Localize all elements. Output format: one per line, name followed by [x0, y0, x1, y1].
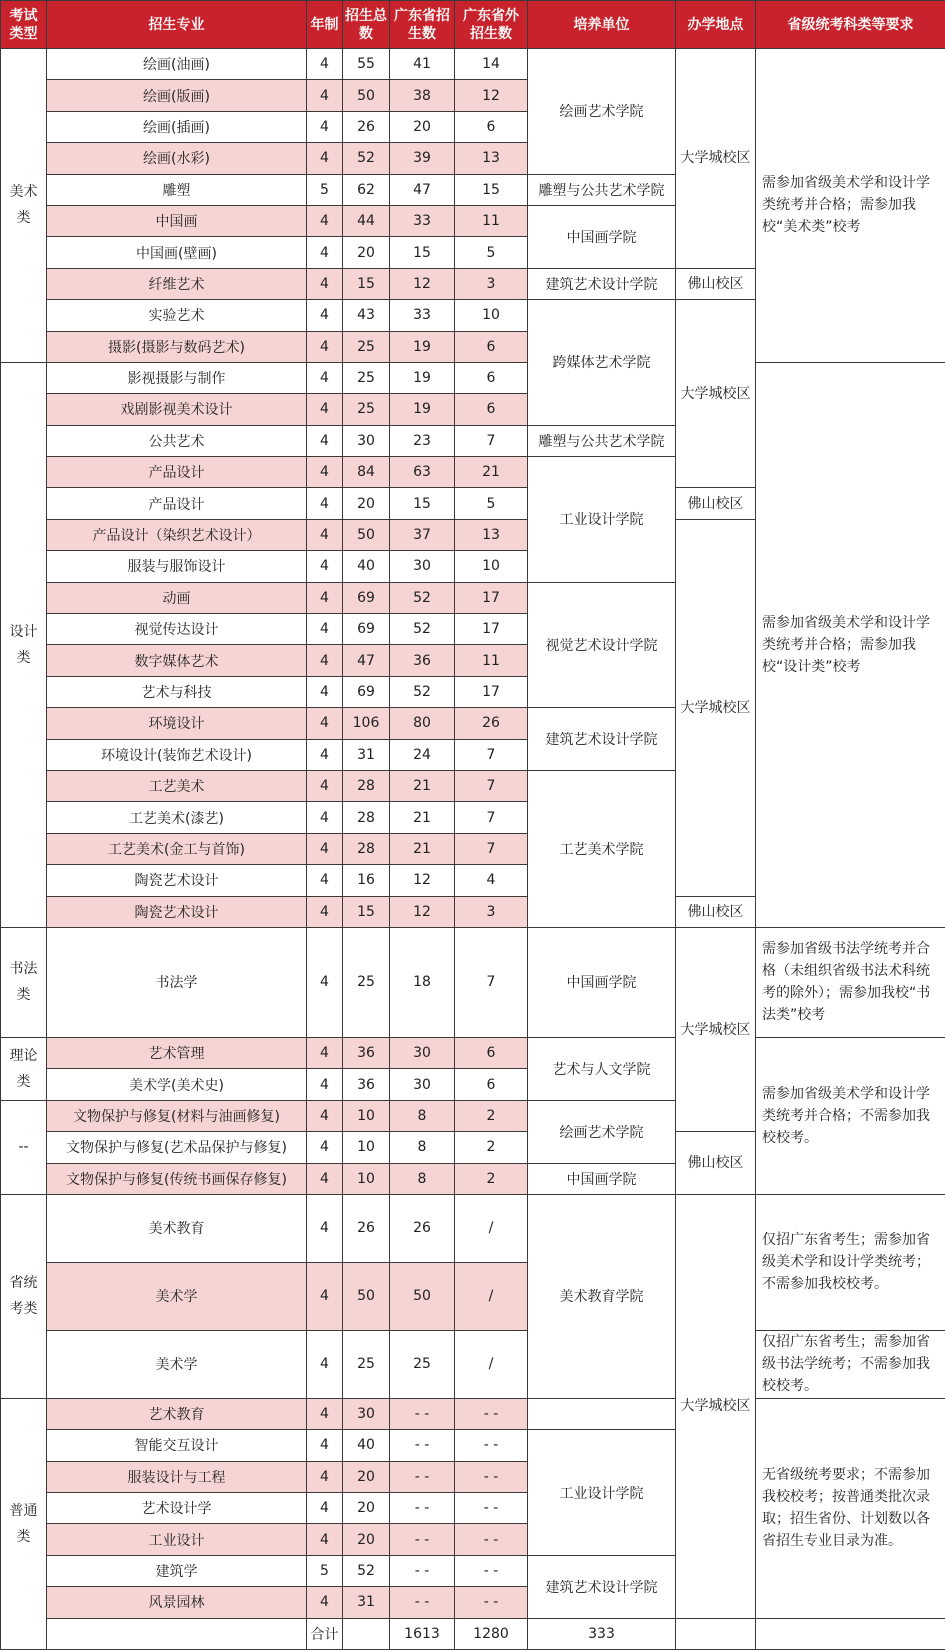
exam-type-cell: -- — [1, 1100, 47, 1194]
major-cell: 视觉传达设计 — [47, 614, 307, 645]
out-cell: 11 — [455, 645, 528, 676]
out-cell: - - — [455, 1555, 528, 1586]
gd-cell: 47 — [390, 174, 455, 205]
years-cell: 4 — [307, 519, 343, 550]
years-cell: 4 — [307, 49, 343, 80]
major-cell: 数字媒体艺术 — [47, 645, 307, 676]
table-row — [1, 1037, 945, 1068]
school-cell: 建筑艺术设计学院 — [528, 1555, 676, 1618]
major-cell: 文物保护与修复(传统书画保存修复) — [47, 1163, 307, 1194]
location-cell: 佛山校区 — [676, 268, 756, 299]
years-cell: 4 — [307, 1330, 343, 1398]
school-cell: 绘画艺术学院 — [528, 1100, 676, 1163]
out-cell: 13 — [455, 143, 528, 174]
out-cell: - - — [455, 1398, 528, 1429]
requirement-cell: 仅招广东省考生；需参加省级书法学统考；不需参加我校校考。 — [756, 1330, 945, 1398]
total-cell: 10 — [343, 1100, 390, 1131]
location-cell: 佛山校区 — [676, 896, 756, 927]
total-cell: 84 — [343, 457, 390, 488]
major-cell: 文物保护与修复(艺术品保护与修复) — [47, 1132, 307, 1163]
gd-cell: 15 — [390, 488, 455, 519]
requirement-cell: 需参加省级美术学和设计学类统考并合格；需参加我校“美术类”校考 — [756, 49, 945, 363]
total-cell: 20 — [343, 1524, 390, 1555]
years-cell: 4 — [307, 111, 343, 142]
requirement-cell: 仅招广东省考生；需参加省级美术学和设计学类统考；不需参加我校校考。 — [756, 1194, 945, 1330]
total-cell: 50 — [343, 80, 390, 111]
years-cell: 4 — [307, 205, 343, 236]
school-cell: 绘画艺术学院 — [528, 49, 676, 175]
header-location: 办学地点 — [676, 1, 756, 49]
out-cell: 17 — [455, 614, 528, 645]
out-cell: 2 — [455, 1132, 528, 1163]
out-cell: 5 — [455, 488, 528, 519]
total-cell: 40 — [343, 1430, 390, 1461]
total-location-cell — [756, 1618, 945, 1649]
major-cell: 工业设计 — [47, 1524, 307, 1555]
exam-type-cell: 普通类 — [1, 1398, 47, 1649]
gd-cell: 12 — [390, 268, 455, 299]
requirement-cell: 无省级统考要求；不需参加我校校考；按普通类批次录取；招生省份、计划数以各省招生专业目录为准。 — [756, 1398, 945, 1618]
out-cell: / — [455, 1330, 528, 1398]
total-years-cell — [343, 1618, 390, 1649]
out-cell: 14 — [455, 49, 528, 80]
out-cell: - - — [455, 1587, 528, 1618]
major-cell: 艺术管理 — [47, 1037, 307, 1068]
out-cell: 7 — [455, 833, 528, 864]
total-cell: 25 — [343, 362, 390, 393]
total-cell: 31 — [343, 739, 390, 770]
major-cell: 美术学(美术史) — [47, 1069, 307, 1100]
years-cell: 4 — [307, 582, 343, 613]
total-cell: 52 — [343, 143, 390, 174]
major-cell: 艺术设计学 — [47, 1493, 307, 1524]
school-cell: 中国画学院 — [528, 927, 676, 1037]
school-cell: 雕塑与公共艺术学院 — [528, 425, 676, 456]
major-cell: 文物保护与修复(材料与油画修复) — [47, 1100, 307, 1131]
major-cell: 摄影(摄影与数码艺术) — [47, 331, 307, 362]
gd-cell: 33 — [390, 205, 455, 236]
out-cell: 15 — [455, 174, 528, 205]
gd-cell: 80 — [390, 708, 455, 739]
years-cell: 4 — [307, 896, 343, 927]
total-cell: 15 — [343, 896, 390, 927]
major-cell: 实验艺术 — [47, 300, 307, 331]
major-cell: 公共艺术 — [47, 425, 307, 456]
total-gd: 1280 — [455, 1618, 528, 1649]
major-cell: 工艺美术 — [47, 770, 307, 801]
years-cell: 4 — [307, 1587, 343, 1618]
years-cell: 4 — [307, 1163, 343, 1194]
gd-cell: - - — [390, 1555, 455, 1586]
years-cell: 4 — [307, 1194, 343, 1262]
location-cell: 大学城校区 — [676, 927, 756, 1131]
gd-cell: 19 — [390, 362, 455, 393]
requirement-cell: 需参加省级美术学和设计学类统考并合格；需参加我校“设计类”校考 — [756, 362, 945, 927]
gd-cell: 21 — [390, 802, 455, 833]
school-cell — [528, 1398, 676, 1429]
header-row — [1, 1, 945, 49]
out-cell: 3 — [455, 268, 528, 299]
total-cell: 28 — [343, 802, 390, 833]
out-cell: / — [455, 1194, 528, 1262]
total-cell: 69 — [343, 676, 390, 707]
out-cell: 6 — [455, 111, 528, 142]
years-cell: 4 — [307, 739, 343, 770]
out-cell: 17 — [455, 582, 528, 613]
gd-cell: - - — [390, 1430, 455, 1461]
out-cell: 7 — [455, 927, 528, 1037]
gd-cell: 50 — [390, 1262, 455, 1330]
header-out: 广东省外招生数 — [455, 1, 528, 49]
total-cell: 20 — [343, 488, 390, 519]
out-cell: 3 — [455, 896, 528, 927]
school-cell: 工业设计学院 — [528, 457, 676, 583]
header-school: 培养单位 — [528, 1, 676, 49]
total-cell: 50 — [343, 519, 390, 550]
total-cell: 40 — [343, 551, 390, 582]
exam-type-cell: 美术类 — [1, 49, 47, 363]
major-cell: 影视摄影与制作 — [47, 362, 307, 393]
school-cell: 视觉艺术设计学院 — [528, 582, 676, 708]
total-cell: 20 — [343, 1493, 390, 1524]
years-cell: 4 — [307, 645, 343, 676]
years-cell: 4 — [307, 1430, 343, 1461]
years-cell: 4 — [307, 394, 343, 425]
requirement-cell: 需参加省级书法学统考并合格（未组织省级书法术科统考的除外）；需参加我校“书法类”校考 — [756, 927, 945, 1037]
total-cell: 55 — [343, 49, 390, 80]
major-cell: 绘画(版画) — [47, 80, 307, 111]
out-cell: - - — [455, 1524, 528, 1555]
out-cell: 7 — [455, 770, 528, 801]
gd-cell: 21 — [390, 770, 455, 801]
total-cell: 30 — [343, 1398, 390, 1429]
school-cell: 美术教育学院 — [528, 1194, 676, 1398]
out-cell: - - — [455, 1430, 528, 1461]
out-cell: 2 — [455, 1100, 528, 1131]
years-cell: 4 — [307, 80, 343, 111]
major-cell: 智能交互设计 — [47, 1430, 307, 1461]
gd-cell: 8 — [390, 1100, 455, 1131]
total-cell: 36 — [343, 1037, 390, 1068]
out-cell: 4 — [455, 865, 528, 896]
out-cell: 26 — [455, 708, 528, 739]
out-cell: 10 — [455, 551, 528, 582]
major-cell: 风景园林 — [47, 1587, 307, 1618]
out-cell: 6 — [455, 331, 528, 362]
out-cell: 13 — [455, 519, 528, 550]
major-cell: 产品设计 — [47, 488, 307, 519]
location-cell: 大学城校区 — [676, 300, 756, 488]
major-cell: 产品设计（染织艺术设计） — [47, 519, 307, 550]
school-cell: 建筑艺术设计学院 — [528, 708, 676, 771]
header-major: 招生专业 — [47, 1, 307, 49]
gd-cell: 15 — [390, 237, 455, 268]
major-cell: 绘画(水彩) — [47, 143, 307, 174]
total-cell: 16 — [343, 865, 390, 896]
total-cell: 26 — [343, 1194, 390, 1262]
school-cell: 艺术与人文学院 — [528, 1037, 676, 1100]
years-cell: 4 — [307, 614, 343, 645]
total-cell: 44 — [343, 205, 390, 236]
school-cell: 中国画学院 — [528, 205, 676, 268]
years-cell: 4 — [307, 1524, 343, 1555]
total-cell: 25 — [343, 1330, 390, 1398]
gd-cell: 33 — [390, 300, 455, 331]
gd-cell: 23 — [390, 425, 455, 456]
table-row — [1, 1398, 945, 1429]
out-cell: 6 — [455, 1069, 528, 1100]
years-cell: 4 — [307, 1132, 343, 1163]
out-cell: 6 — [455, 394, 528, 425]
major-cell: 陶瓷艺术设计 — [47, 865, 307, 896]
years-cell: 4 — [307, 488, 343, 519]
gd-cell: 19 — [390, 331, 455, 362]
exam-type-cell: 书法类 — [1, 927, 47, 1037]
out-cell: 7 — [455, 739, 528, 770]
major-cell: 环境设计 — [47, 708, 307, 739]
years-cell: 4 — [307, 1069, 343, 1100]
total-sum: 1613 — [390, 1618, 455, 1649]
years-cell: 4 — [307, 676, 343, 707]
years-cell: 4 — [307, 1262, 343, 1330]
total-cell: 50 — [343, 1262, 390, 1330]
total-cell: 30 — [343, 425, 390, 456]
out-cell: 17 — [455, 676, 528, 707]
out-cell: 5 — [455, 237, 528, 268]
major-cell: 美术学 — [47, 1330, 307, 1398]
gd-cell: 8 — [390, 1163, 455, 1194]
major-cell: 纤维艺术 — [47, 268, 307, 299]
gd-cell: - - — [390, 1524, 455, 1555]
total-cell: 62 — [343, 174, 390, 205]
gd-cell: 12 — [390, 865, 455, 896]
gd-cell: 41 — [390, 49, 455, 80]
out-cell: - - — [455, 1493, 528, 1524]
total-cell: 10 — [343, 1163, 390, 1194]
school-cell: 建筑艺术设计学院 — [528, 268, 676, 299]
years-cell: 4 — [307, 1461, 343, 1492]
gd-cell: 26 — [390, 1194, 455, 1262]
gd-cell: 52 — [390, 582, 455, 613]
header-total: 招生总数 — [343, 1, 390, 49]
out-cell: 10 — [455, 300, 528, 331]
out-cell: 2 — [455, 1163, 528, 1194]
out-cell: 11 — [455, 205, 528, 236]
exam-type-cell: 理论类 — [1, 1037, 47, 1100]
total-cell: 20 — [343, 1461, 390, 1492]
gd-cell: 63 — [390, 457, 455, 488]
years-cell: 4 — [307, 457, 343, 488]
years-cell: 4 — [307, 425, 343, 456]
exam-type-cell: 设计类 — [1, 362, 47, 927]
gd-cell: 21 — [390, 833, 455, 864]
total-cell: 15 — [343, 268, 390, 299]
out-cell: 6 — [455, 1037, 528, 1068]
table-row — [1, 1330, 945, 1398]
gd-cell: - - — [390, 1493, 455, 1524]
school-cell: 工艺美术学院 — [528, 770, 676, 927]
major-cell: 书法学 — [47, 927, 307, 1037]
years-cell: 4 — [307, 833, 343, 864]
major-cell: 工艺美术(漆艺) — [47, 802, 307, 833]
years-cell: 4 — [307, 1493, 343, 1524]
total-cell: 47 — [343, 645, 390, 676]
requirement-cell: 需参加省级美术学和设计学类统考并合格；不需参加我校校考。 — [756, 1037, 945, 1194]
header-gd: 广东省招生数 — [390, 1, 455, 49]
gd-cell: 52 — [390, 614, 455, 645]
gd-cell: 12 — [390, 896, 455, 927]
years-cell: 4 — [307, 770, 343, 801]
major-cell: 工艺美术(金工与首饰) — [47, 833, 307, 864]
major-cell: 戏剧影视美术设计 — [47, 394, 307, 425]
total-row — [1, 1618, 945, 1649]
out-cell: 7 — [455, 425, 528, 456]
gd-cell: 36 — [390, 645, 455, 676]
school-cell: 跨媒体艺术学院 — [528, 300, 676, 426]
gd-cell: - - — [390, 1461, 455, 1492]
total-out: 333 — [528, 1618, 676, 1649]
major-cell: 建筑学 — [47, 1555, 307, 1586]
total-cell: 25 — [343, 331, 390, 362]
gd-cell: 25 — [390, 1330, 455, 1398]
years-cell: 4 — [307, 237, 343, 268]
years-cell: 4 — [307, 802, 343, 833]
total-cell: 36 — [343, 1069, 390, 1100]
total-cell: 31 — [343, 1587, 390, 1618]
years-cell: 5 — [307, 1555, 343, 1586]
gd-cell: - - — [390, 1587, 455, 1618]
out-cell: / — [455, 1262, 528, 1330]
gd-cell: 19 — [390, 394, 455, 425]
major-cell: 陶瓷艺术设计 — [47, 896, 307, 927]
table-row — [1, 927, 945, 1037]
major-cell: 绘画(油画) — [47, 49, 307, 80]
gd-cell: 39 — [390, 143, 455, 174]
gd-cell: - - — [390, 1398, 455, 1429]
gd-cell: 30 — [390, 551, 455, 582]
out-cell: 7 — [455, 802, 528, 833]
years-cell: 4 — [307, 865, 343, 896]
gd-cell: 52 — [390, 676, 455, 707]
major-cell: 中国画 — [47, 205, 307, 236]
years-cell: 4 — [307, 143, 343, 174]
table-row — [1, 49, 945, 80]
years-cell: 4 — [307, 331, 343, 362]
location-cell: 佛山校区 — [676, 488, 756, 519]
major-cell: 艺术与科技 — [47, 676, 307, 707]
major-cell: 环境设计(装饰艺术设计) — [47, 739, 307, 770]
years-cell: 4 — [307, 927, 343, 1037]
gd-cell: 30 — [390, 1037, 455, 1068]
total-cell: 52 — [343, 1555, 390, 1586]
gd-cell: 30 — [390, 1069, 455, 1100]
location-cell: 大学城校区 — [676, 519, 756, 896]
school-cell: 工业设计学院 — [528, 1430, 676, 1556]
location-cell: 大学城校区 — [676, 1194, 756, 1618]
total-school-cell — [676, 1618, 756, 1649]
years-cell: 4 — [307, 1100, 343, 1131]
out-cell: - - — [455, 1461, 528, 1492]
header-exam-type: 考试类型 — [1, 1, 47, 49]
years-cell: 4 — [307, 268, 343, 299]
years-cell: 4 — [307, 1398, 343, 1429]
gd-cell: 20 — [390, 111, 455, 142]
total-cell: 10 — [343, 1132, 390, 1163]
total-cell: 43 — [343, 300, 390, 331]
total-type-cell — [47, 1618, 307, 1649]
gd-cell: 8 — [390, 1132, 455, 1163]
major-cell: 服装与服饰设计 — [47, 551, 307, 582]
major-cell: 美术学 — [47, 1262, 307, 1330]
years-cell: 5 — [307, 174, 343, 205]
gd-cell: 38 — [390, 80, 455, 111]
gd-cell: 37 — [390, 519, 455, 550]
table-row — [1, 362, 945, 393]
total-cell: 106 — [343, 708, 390, 739]
gd-cell: 24 — [390, 739, 455, 770]
school-cell: 雕塑与公共艺术学院 — [528, 174, 676, 205]
major-cell: 动画 — [47, 582, 307, 613]
header-years: 年制 — [307, 1, 343, 49]
major-cell: 绘画(插画) — [47, 111, 307, 142]
total-cell: 20 — [343, 237, 390, 268]
total-cell: 25 — [343, 927, 390, 1037]
out-cell: 6 — [455, 362, 528, 393]
gd-cell: 18 — [390, 927, 455, 1037]
total-cell: 28 — [343, 770, 390, 801]
total-cell: 69 — [343, 582, 390, 613]
exam-type-cell: 省统考类 — [1, 1194, 47, 1398]
total-cell: 26 — [343, 111, 390, 142]
location-cell: 大学城校区 — [676, 49, 756, 269]
table-row — [1, 1194, 945, 1262]
total-cell: 28 — [343, 833, 390, 864]
out-cell: 21 — [455, 457, 528, 488]
major-cell: 美术教育 — [47, 1194, 307, 1262]
major-cell: 中国画(壁画) — [47, 237, 307, 268]
major-cell: 艺术教育 — [47, 1398, 307, 1429]
major-cell: 服装设计与工程 — [47, 1461, 307, 1492]
total-label: 合计 — [307, 1618, 343, 1649]
school-cell: 中国画学院 — [528, 1163, 676, 1194]
total-cell: 69 — [343, 614, 390, 645]
major-cell: 雕塑 — [47, 174, 307, 205]
years-cell: 4 — [307, 362, 343, 393]
total-cell: 25 — [343, 394, 390, 425]
out-cell: 12 — [455, 80, 528, 111]
years-cell: 4 — [307, 551, 343, 582]
years-cell: 4 — [307, 1037, 343, 1068]
major-cell: 产品设计 — [47, 457, 307, 488]
header-requirement: 省级统考科类等要求 — [756, 1, 945, 49]
years-cell: 4 — [307, 708, 343, 739]
years-cell: 4 — [307, 300, 343, 331]
location-cell: 佛山校区 — [676, 1132, 756, 1195]
